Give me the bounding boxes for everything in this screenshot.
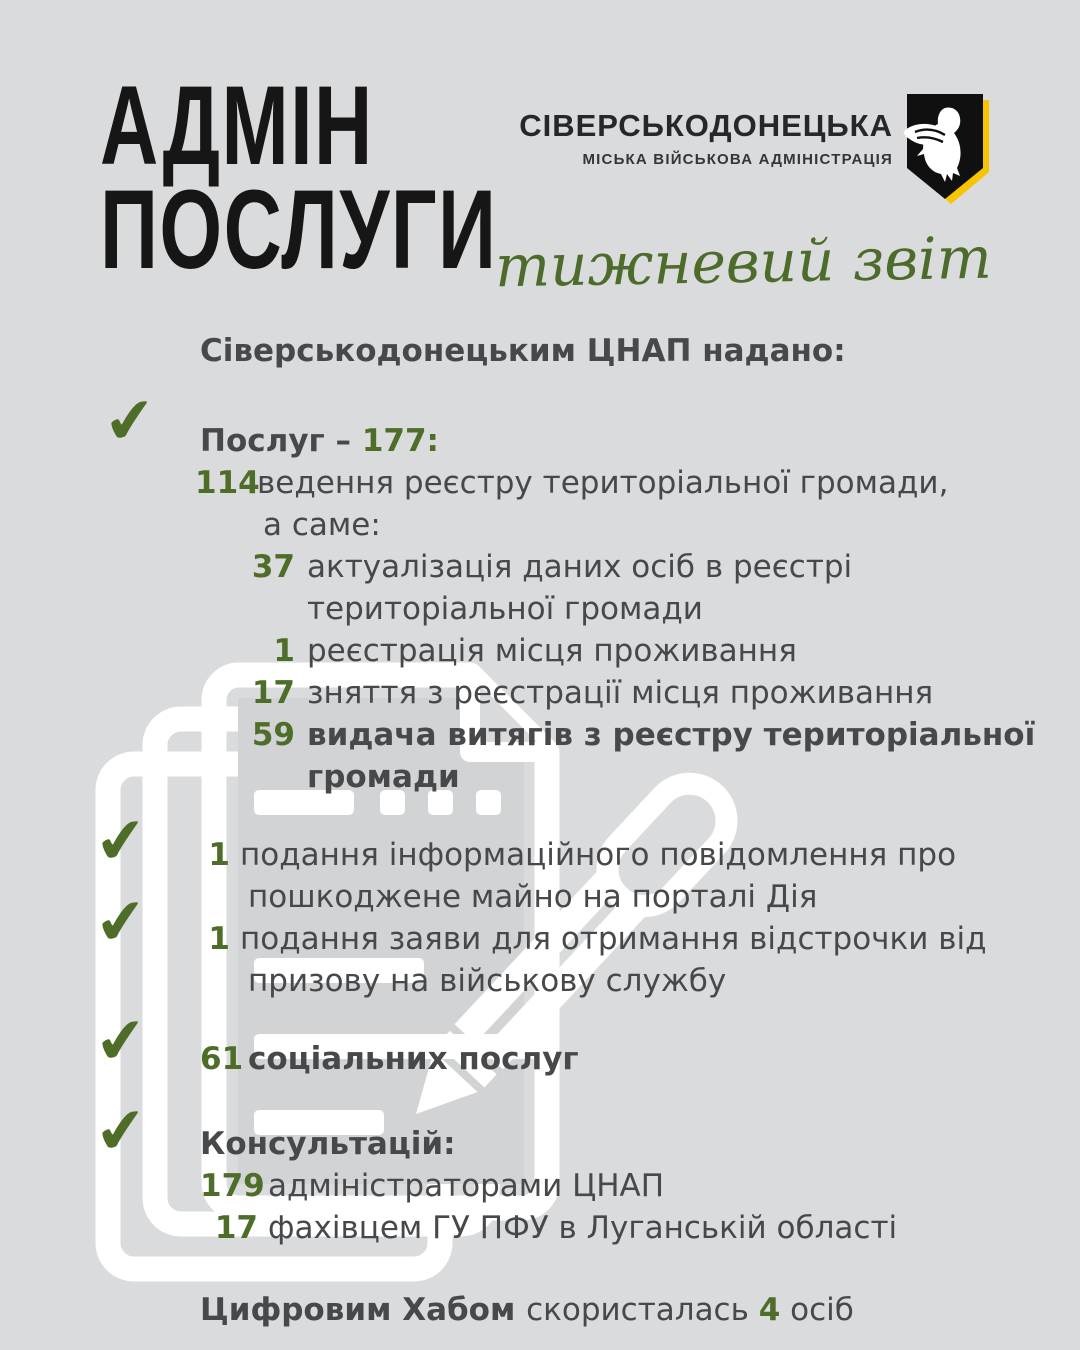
title-line-2: ПОСЛУГИ xyxy=(100,167,498,292)
stat-number: 17 xyxy=(251,675,295,711)
stat-line xyxy=(0,546,1080,588)
report-body xyxy=(0,330,1080,1331)
digital-hub-line xyxy=(0,1289,1080,1331)
stat-text: адміністраторами ЦНАП xyxy=(268,1168,665,1204)
stat-text: фахівцем ГУ ПФУ в Луганській області xyxy=(268,1210,898,1246)
stat-line xyxy=(0,756,1080,798)
stat-line xyxy=(0,672,1080,714)
spacer xyxy=(0,1002,1080,1038)
stat-text: видача витягів з реєстру територіальної xyxy=(307,717,1036,753)
stat-line xyxy=(0,1165,1080,1207)
stat-text: подання заяви для отримання відстрочки від xyxy=(240,921,987,957)
stat-text: ведення реєстру територіальної громади, xyxy=(257,465,949,501)
stat-line xyxy=(0,918,1080,960)
stat-text: територіальної громади xyxy=(307,591,703,627)
services-label: Послуг – xyxy=(200,423,362,459)
city-emblem-icon xyxy=(903,94,993,210)
stat-line xyxy=(0,834,1080,876)
stat-line xyxy=(0,504,1080,546)
stat-text: соціальних послуг xyxy=(248,1041,579,1077)
stat-text: а саме: xyxy=(263,507,381,543)
stat-number: 179 xyxy=(200,1168,265,1204)
handwritten-note: тижневий звіт xyxy=(494,223,993,301)
stat-number: 17 xyxy=(214,1210,258,1246)
stat-text: подання інформаційного повідомлення про xyxy=(240,837,957,873)
check-icon: ✔ xyxy=(91,1091,151,1170)
stat-number: 1 xyxy=(208,837,230,873)
check-icon: ✔ xyxy=(100,381,160,460)
stat-line xyxy=(0,1207,1080,1249)
stat-number: 59 xyxy=(251,717,295,753)
stat-line xyxy=(0,462,1080,504)
services-count: 177: xyxy=(361,423,439,459)
administration-logo xyxy=(519,108,893,168)
services-headline xyxy=(0,420,1080,462)
stat-number: 61 xyxy=(200,1041,244,1077)
stat-line xyxy=(0,1038,1080,1080)
digital-hub-suffix: осіб xyxy=(780,1292,854,1328)
stat-number: 1 xyxy=(273,633,295,669)
stat-line xyxy=(0,630,1080,672)
page-title xyxy=(100,63,498,292)
stat-text: пошкоджене майно на порталі Дія xyxy=(248,879,818,915)
stat-number: 114 xyxy=(195,465,260,501)
spacer xyxy=(0,1080,1080,1123)
stat-text: реєстрація місця проживання xyxy=(307,633,797,669)
check-icon: ✔ xyxy=(91,1001,151,1080)
stat-number: 37 xyxy=(251,549,295,585)
stat-number: 1 xyxy=(208,921,230,957)
title-line-1: АДМІН xyxy=(100,63,374,188)
check-icon: ✔ xyxy=(91,882,151,961)
digital-hub-label: Цифровим Хабом xyxy=(200,1292,527,1328)
stat-line xyxy=(0,876,1080,918)
logo-subtitle: МІСЬКА ВІЙСЬКОВА АДМІНІСТРАЦІЯ xyxy=(582,151,893,168)
stat-line xyxy=(0,588,1080,630)
spacer xyxy=(0,1249,1080,1289)
spacer xyxy=(0,798,1080,834)
stat-line xyxy=(0,714,1080,756)
consultations-heading xyxy=(0,1123,1080,1165)
stat-text: Консультацій: xyxy=(200,1126,456,1162)
digital-hub-count: 4 xyxy=(758,1292,781,1328)
stat-text: актуалізація даних осіб в реєстрі xyxy=(307,549,853,585)
stat-text: зняття з реєстрації місця проживання xyxy=(307,675,934,711)
intro-heading: Сіверськодонецьким ЦНАП надано: xyxy=(200,333,846,369)
stat-text: громади xyxy=(307,759,460,795)
check-icon: ✔ xyxy=(91,801,151,880)
stat-line xyxy=(0,960,1080,1002)
stat-text: призову на військову службу xyxy=(248,963,727,999)
logo-name: СІВЕРСЬКОДОНЕЦЬКА xyxy=(519,108,893,143)
digital-hub-text: скористалась xyxy=(526,1292,759,1328)
